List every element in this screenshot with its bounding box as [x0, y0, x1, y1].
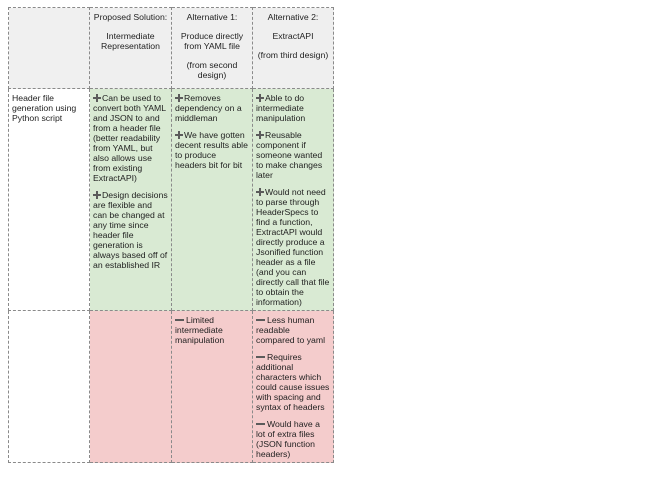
- header-cell-alternative-2: [253, 8, 334, 89]
- plus-icon: [256, 188, 264, 196]
- minus-icon: [175, 316, 184, 324]
- pro-item: [175, 93, 249, 123]
- plus-icon: [93, 94, 101, 102]
- con-text: Limited intermediate manipulation: [175, 315, 225, 345]
- header-line: (from third design): [257, 50, 329, 60]
- header-cell-proposed: [90, 8, 172, 89]
- cons-label-cell: [9, 311, 90, 463]
- header-cell-empty: [9, 8, 90, 89]
- plus-icon: [175, 94, 183, 102]
- pro-text: Design decisions are flexible and can be changed at any time since header file generation is always based off of an established IR: [93, 190, 168, 270]
- pro-text: Can be used to convert both YAML and JSON to and from a header file (better readability from YAML, but also allows use from existing ExtractAPI): [93, 93, 166, 183]
- header-line: ExtractAPI: [272, 31, 314, 41]
- pro-item: [256, 93, 330, 123]
- cons-cell-alternative-1: [172, 311, 253, 463]
- plus-icon: [256, 131, 264, 139]
- pros-row: [9, 89, 334, 311]
- con-item: [175, 315, 249, 345]
- pros-cell-proposed: [90, 89, 172, 311]
- pro-text: Able to do intermediate manipulation: [256, 93, 306, 123]
- pro-item: [175, 130, 249, 170]
- cons-row: [9, 311, 334, 463]
- pro-text: We have gotten decent results able to produce headers bit for bit: [175, 130, 248, 170]
- con-text: Requires additional characters which could cause issues with spacing and syntax of headers: [256, 352, 330, 412]
- pro-text: Reusable component if someone wanted to make changes later: [256, 130, 323, 180]
- pro-item: [93, 190, 168, 270]
- header-line: Alternative 1:: [186, 12, 238, 22]
- pro-item: [93, 93, 168, 183]
- header-line: Alternative 2:: [267, 12, 319, 22]
- cons-cell-proposed: [90, 311, 172, 463]
- pros-cell-alternative-2: [253, 89, 334, 311]
- con-text: Less human readable compared to yaml: [256, 315, 326, 345]
- pros-cell-alternative-1: [172, 89, 253, 311]
- con-item: [256, 419, 330, 459]
- minus-icon: [256, 316, 265, 324]
- pro-text: Would not need to parse through HeaderSpecs to find a function, ExtractAPI would directly produce a Jsonified function header as a file (and you can directly call that file to obtain the information): [256, 187, 330, 307]
- header-row: [9, 8, 334, 89]
- pro-item: [256, 187, 330, 307]
- plus-icon: [175, 131, 183, 139]
- header-line: (from second design): [186, 60, 238, 80]
- minus-icon: [256, 353, 265, 361]
- cons-cell-alternative-2: [253, 311, 334, 463]
- header-cell-alternative-1: [172, 8, 253, 89]
- pro-item: [256, 130, 330, 180]
- row-label-cell: [9, 89, 90, 311]
- minus-icon: [256, 420, 265, 428]
- pro-text: Removes dependency on a middleman: [175, 93, 242, 123]
- plus-icon: [256, 94, 264, 102]
- header-line: Produce directly from YAML file: [180, 31, 244, 51]
- header-line: Intermediate Representation: [101, 31, 160, 51]
- header-line: Proposed Solution:: [93, 12, 168, 22]
- comparison-table: [8, 7, 334, 463]
- con-item: [256, 352, 330, 412]
- plus-icon: [93, 191, 101, 199]
- row-label: Header file generation using Python script: [12, 93, 77, 123]
- con-text: Would have a lot of extra files (JSON function headers): [256, 419, 320, 459]
- con-item: [256, 315, 330, 345]
